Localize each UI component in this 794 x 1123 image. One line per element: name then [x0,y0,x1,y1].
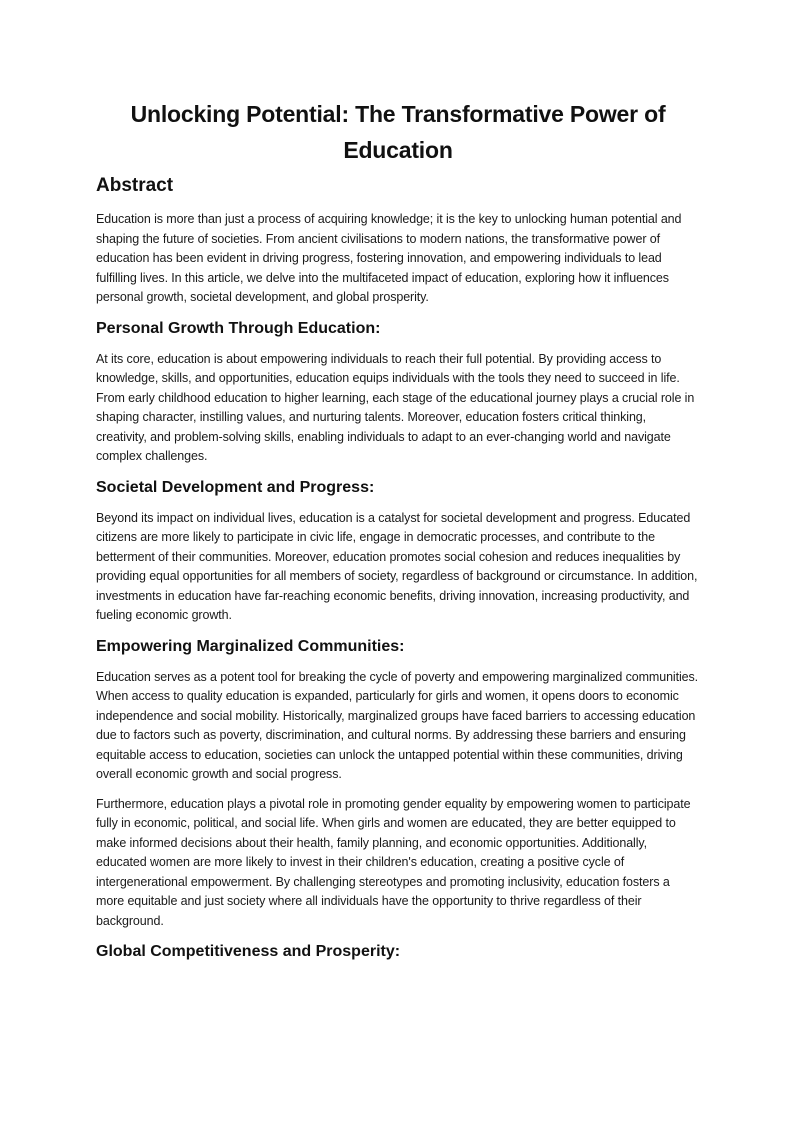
section-heading-global-competitiveness: Global Competitiveness and Prosperity: [96,943,401,960]
section-heading-personal-growth: Personal Growth Through Education: [96,319,381,337]
abstract-heading: Abstract [96,175,174,196]
section-paragraph: At its core, education is about empowering individuals to reach their full potential. By providing access to knowledge, skills, and opportunities, education equips individuals with the tools they need to succeed in life. From early childhood education to higher learning, each stage of the educational journey plays a crucial role in shaping character, instilling values, and nurturing talents. Moreover, education fosters critical thinking, creativity, and problem-solving skills, enabling individuals to adapt to an ever-changing world and navigate complex challenges. [96,351,695,463]
section-heading-societal-development: Societal Development and Progress: [96,478,375,496]
document-title: Unlocking Potential: The Transformative Power of Education [130,101,666,163]
section-paragraph: Beyond its impact on individual lives, education is a catalyst for societal development and progress. Educated citizens are more likely to participate in civic life, engage in democratic processes, and contribute to the betterment of their communities. Moreover, education promotes social cohesion and reduces inequalities by providing equal opportunities for all members of society, regardless of background or circumstance. In addition, investments in education have far-reaching economic benefits, driving innovation, increasing productivity, and fueling economic growth. [96,510,698,622]
section-paragraph: Furthermore, education plays a pivotal role in promoting gender equality by empowering women to participate fully in economic, political, and social life. When girls and women are educated, they are better equipped to make informed decisions about their health, family planning, and economic opportunities. Additionally, educated women are more likely to invest in their children's education, creating a positive cycle of intergenerational empowerment. By challenging stereotypes and promoting inclusivity, education fosters a more equitable and just society where all individuals have the opportunity to thrive regardless of their background. [96,796,691,928]
section-heading-marginalized-communities: Empowering Marginalized Communities: [96,637,405,655]
section-paragraph: Education serves as a potent tool for breaking the cycle of poverty and empowering marginalized communities. When access to quality education is expanded, particularly for girls and women, it opens doors to economic independence and social mobility. Historically, marginalized groups have faced barriers to accessing education due to factors such as poverty, discrimination, and cultural norms. By addressing these barriers and ensuring equitable access to education, societies can unlock the untapped potential within these communities, driving overall economic growth and social progress. [96,669,699,781]
abstract-paragraph: Education is more than just a process of acquiring knowledge; it is the key to unlocking human potential and shaping the future of societies. From ancient civilisations to modern nations, the transformative power of education has been evident in driving progress, fostering innovation, and empowering individuals to lead fulfilling lives. In this article, we delve into the multifaceted impact of education, exploring how it influences personal growth, societal development, and global prosperity. [96,212,682,304]
document-page [96,96,700,973]
